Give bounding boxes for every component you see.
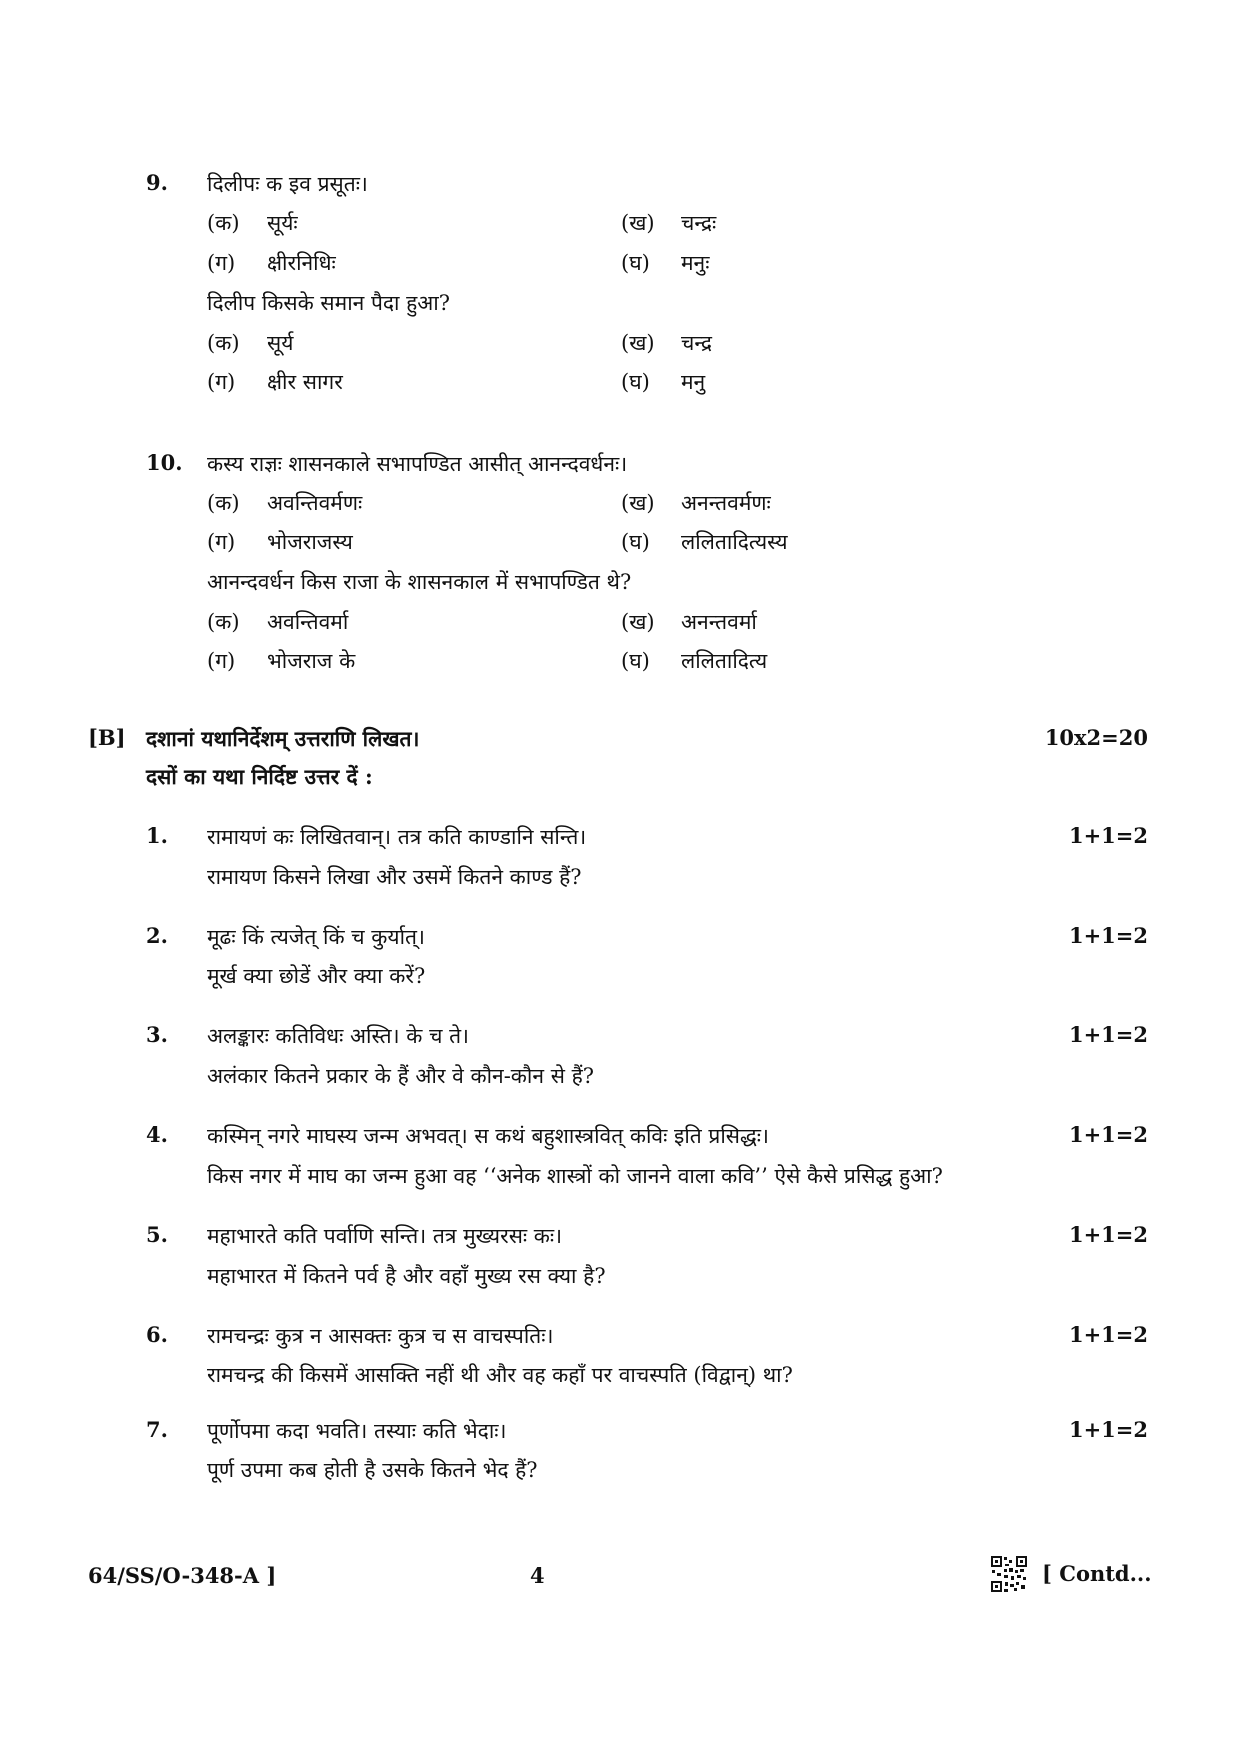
question-text-sanskrit: पूर्णोपमा कदा भवति। तस्याः कति भेदाः। bbox=[207, 1419, 507, 1443]
option-label: (ग) bbox=[207, 530, 236, 554]
question-number: 10. bbox=[146, 450, 183, 475]
question-marks: 1+1=2 bbox=[1068, 1322, 1148, 1347]
section-marks: 10x2=20 bbox=[1044, 725, 1148, 750]
question-text-hindi: मूर्ख क्या छोडें और क्या करें? bbox=[207, 964, 426, 988]
option-label: (ग) bbox=[207, 649, 236, 673]
question-text-hindi: महाभारत में कितने पर्व है और वहाँ मुख्य रस क्या है? bbox=[207, 1264, 606, 1288]
option-label: (ख) bbox=[621, 610, 655, 634]
question-number: 6. bbox=[146, 1322, 168, 1347]
question-text-sanskrit: अलङ्कारः कतिविधः अस्ति। के च ते। bbox=[207, 1024, 470, 1048]
option-d bbox=[621, 368, 705, 396]
option-text: चन्द्रः bbox=[681, 211, 717, 235]
option-b bbox=[621, 329, 712, 357]
question-text-hindi: अलंकार कितने प्रकार के हैं और वे कौन-कौन से हैं? bbox=[207, 1064, 594, 1088]
paper-code: 64/SS/O-348-A ] bbox=[88, 1563, 277, 1588]
question-text-hindi: किस नगर में माघ का जन्म हुआ वह ‘‘अनेक शास्त्रों को जानने वाला कवि’’ ऐसे कैसे प्रसिद्ध हुआ? bbox=[207, 1164, 943, 1188]
option-label: (ग) bbox=[207, 370, 236, 394]
section-heading-hindi: दसों का यथा निर्दिष्ट उत्तर दें : bbox=[146, 764, 373, 789]
question-text-sanskrit: रामचन्द्रः कुत्र न आसक्तः कुत्र च स वाचस्पतिः। bbox=[207, 1324, 554, 1348]
question-marks: 1+1=2 bbox=[1068, 923, 1148, 948]
option-text: सूर्यः bbox=[267, 211, 298, 235]
question-number: 2. bbox=[146, 923, 168, 948]
question-text-sanskrit: कस्मिन् नगरे माघस्य जन्म अभवत्। स कथं बहुशास्त्रवित् कविः इति प्रसिद्धः। bbox=[207, 1124, 769, 1148]
qr-code-icon bbox=[990, 1555, 1028, 1593]
option-a bbox=[207, 209, 298, 237]
option-text: क्षीरनिधिः bbox=[267, 251, 336, 275]
question-number: 5. bbox=[146, 1222, 168, 1247]
option-label: (घ) bbox=[621, 251, 650, 275]
option-text: मनुः bbox=[681, 251, 710, 275]
question-text-sanskrit: रामायणं कः लिखितवान्। तत्र कति काण्डानि सन्ति। bbox=[207, 825, 587, 849]
option-text: भोजराज के bbox=[267, 649, 356, 673]
option-label: (क) bbox=[207, 331, 240, 355]
option-text: अनन्तवर्मा bbox=[681, 610, 757, 634]
option-b bbox=[621, 489, 771, 517]
option-text: भोजराजस्य bbox=[267, 530, 353, 554]
question-number: 9. bbox=[146, 170, 168, 195]
question-text-hindi: आनन्दवर्धन किस राजा के शासनकाल में सभापण्डित थे? bbox=[207, 570, 632, 594]
option-text: क्षीर सागर bbox=[267, 370, 343, 394]
option-label: (ख) bbox=[621, 331, 655, 355]
option-d bbox=[621, 249, 709, 277]
question-number: 7. bbox=[146, 1417, 168, 1442]
option-label: (ग) bbox=[207, 251, 236, 275]
option-label: (घ) bbox=[621, 530, 650, 554]
option-text: अवन्तिवर्मणः bbox=[267, 491, 363, 515]
question-marks: 1+1=2 bbox=[1068, 1022, 1148, 1047]
question-text-hindi: रामचन्द्र की किसमें आसक्ति नहीं थी और वह कहाँ पर वाचस्पति (विद्वान्) था? bbox=[207, 1363, 793, 1387]
option-label: (क) bbox=[207, 610, 240, 634]
question-marks: 1+1=2 bbox=[1068, 1417, 1148, 1442]
question-text-sanskrit: महाभारते कति पर्वाणि सन्ति। तत्र मुख्यरसः कः। bbox=[207, 1224, 563, 1248]
option-c bbox=[207, 647, 355, 675]
option-text: मनु bbox=[681, 370, 706, 394]
option-c bbox=[207, 368, 343, 396]
option-text: अवन्तिवर्मा bbox=[267, 610, 349, 634]
option-c bbox=[207, 249, 336, 277]
option-b bbox=[621, 608, 757, 636]
page-number: 4 bbox=[530, 1563, 545, 1588]
option-label: (क) bbox=[207, 211, 240, 235]
option-c bbox=[207, 528, 353, 556]
question-text-hindi: दिलीप किसके समान पैदा हुआ? bbox=[207, 291, 451, 315]
option-text: चन्द्र bbox=[681, 331, 712, 355]
option-a bbox=[207, 608, 348, 636]
question-marks: 1+1=2 bbox=[1068, 823, 1148, 848]
option-label: (ख) bbox=[621, 491, 655, 515]
option-label: (घ) bbox=[621, 370, 650, 394]
continued-label: [ Contd... bbox=[1042, 1561, 1152, 1586]
question-number: 4. bbox=[146, 1122, 168, 1147]
question-text-hindi: रामायण किसने लिखा और उसमें कितने काण्ड हैं? bbox=[207, 865, 582, 889]
option-d bbox=[621, 647, 767, 675]
question-marks: 1+1=2 bbox=[1068, 1222, 1148, 1247]
option-label: (घ) bbox=[621, 649, 650, 673]
option-a bbox=[207, 489, 362, 517]
option-d bbox=[621, 528, 788, 556]
section-heading-sanskrit: दशानां यथानिर्देशम् उत्तराणि लिखत। bbox=[146, 726, 420, 751]
option-b bbox=[621, 209, 716, 237]
option-label: (क) bbox=[207, 491, 240, 515]
question-text-sanskrit: कस्य राज्ञः शासनकाले सभापण्डित आसीत् आनन्दवर्धनः। bbox=[207, 452, 628, 476]
question-text-sanskrit: मूढः किं त्यजेत् किं च कुर्यात्। bbox=[207, 925, 425, 949]
question-number: 1. bbox=[146, 823, 168, 848]
option-text: ललितादित्यस्य bbox=[681, 530, 788, 554]
question-text-hindi: पूर्ण उपमा कब होती है उसके कितने भेद हैं? bbox=[207, 1458, 538, 1482]
option-text: ललितादित्य bbox=[681, 649, 768, 673]
option-text: सूर्य bbox=[267, 331, 294, 355]
question-text-sanskrit: दिलीपः क इव प्रसूतः। bbox=[207, 172, 368, 196]
section-label: [B] bbox=[88, 725, 126, 750]
option-text: अनन्तवर्मणः bbox=[681, 491, 771, 515]
question-marks: 1+1=2 bbox=[1068, 1122, 1148, 1147]
option-a bbox=[207, 329, 293, 357]
question-number: 3. bbox=[146, 1022, 168, 1047]
option-label: (ख) bbox=[621, 211, 655, 235]
